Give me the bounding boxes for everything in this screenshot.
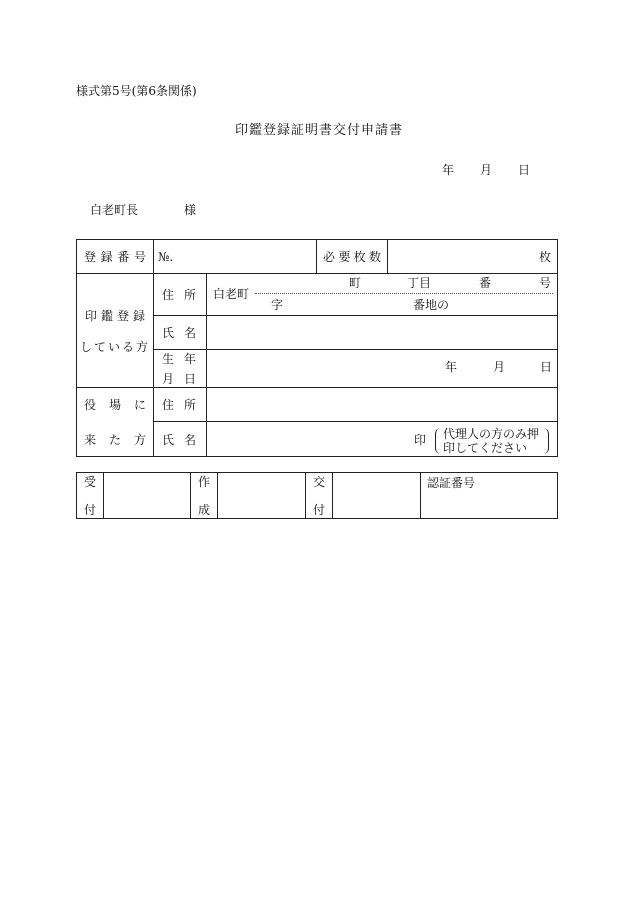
birth-date-field[interactable]: [207, 350, 558, 388]
received-stamp-box[interactable]: [104, 473, 191, 519]
copies-field[interactable]: [388, 240, 558, 274]
address-go: 号: [539, 276, 552, 290]
registrant-address-label: 住 所: [154, 274, 207, 316]
address-cho: 町: [349, 276, 362, 290]
address-town: 白老町: [213, 287, 250, 301]
birth-day: 日: [540, 360, 553, 374]
visitor-name-field[interactable]: [207, 422, 558, 457]
date-year: 年: [442, 163, 455, 177]
document-title: 印鑑登録証明書交付申請書: [235, 123, 404, 138]
seal-note-line2: 印してください: [443, 441, 528, 455]
birth-month: 月: [493, 360, 506, 374]
registrant-address-field[interactable]: [207, 274, 558, 316]
address-banchi: 番地の: [413, 298, 450, 312]
address-dotted-line: [255, 293, 553, 294]
copies-unit: 枚: [538, 250, 551, 264]
seal-note-line1: 代理人の方のみ押: [443, 427, 540, 441]
visitor-address-label: 住 所: [154, 388, 207, 422]
cert-number-label: 認証番号: [427, 476, 476, 490]
visitor-name-label: 氏 名: [154, 422, 207, 457]
application-table: [76, 239, 558, 457]
visitor-label: 役 場 に 来 た 方: [77, 388, 154, 457]
registrant-name-field[interactable]: [207, 316, 558, 350]
visitor-address-field[interactable]: [207, 388, 558, 422]
office-use-table: [76, 472, 558, 519]
received-label: 受 付: [77, 473, 104, 519]
registrant-label: 印 鑑 登 録 している方: [77, 274, 154, 388]
date-month: 月: [480, 163, 493, 177]
reg-number-label: 登 録 番 号: [77, 240, 154, 274]
birth-date-label: 生 年 月 日: [154, 350, 207, 388]
addressee-honorific: 様: [184, 203, 197, 217]
seal-mark: 印: [414, 433, 427, 447]
copies-label: 必 要 枚 数: [317, 240, 388, 274]
issued-stamp-box[interactable]: [333, 473, 421, 519]
address-chome: 丁目: [407, 276, 432, 290]
addressee-name: 白老町長: [90, 203, 139, 217]
birth-year: 年: [445, 360, 458, 374]
reg-number-field[interactable]: [154, 240, 317, 274]
prepared-stamp-box[interactable]: [218, 473, 306, 519]
cert-number-box[interactable]: [421, 473, 558, 519]
form-number: 様式第5号(第6条関係): [76, 84, 197, 98]
registrant-name-label: 氏 名: [154, 316, 207, 350]
address-aza: 字: [271, 298, 284, 312]
reg-number-prefix: №.: [158, 250, 174, 264]
issued-label: 交 付: [306, 473, 333, 519]
date-day: 日: [518, 163, 531, 177]
address-ban: 番: [479, 276, 492, 290]
prepared-label: 作 成: [191, 473, 218, 519]
